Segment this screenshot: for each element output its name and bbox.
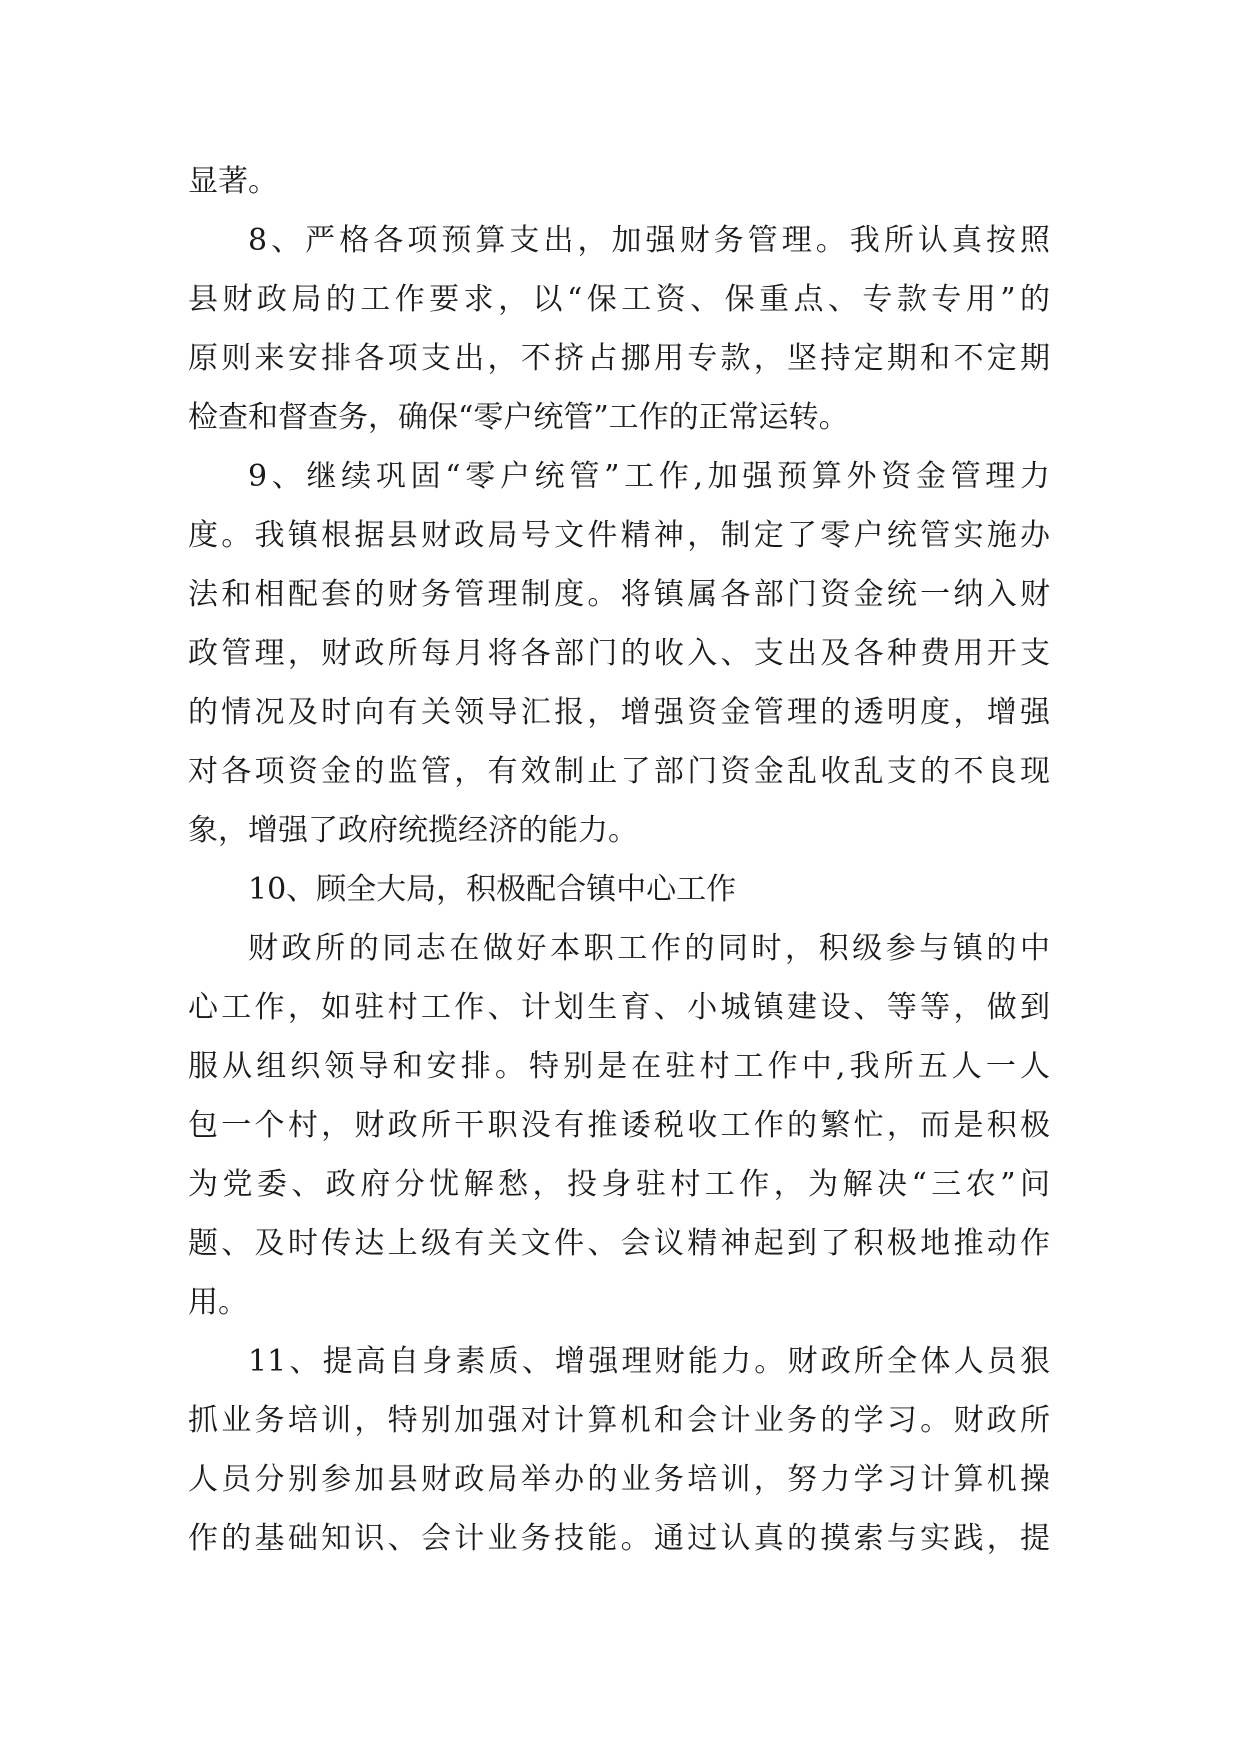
text-line: 政管理，财政所每月将各部门的收入、支出及各种费用开支 [188, 636, 1050, 671]
text-line: 题、及时传达上级有关文件、会议精神起到了积极地推动作 [188, 1226, 1050, 1261]
paragraph-item-8 [188, 211, 1050, 447]
text-line: 8、严格各项预算支出，加强财务管理。我所认真按照 [248, 223, 1050, 258]
text-line: 县财政局的工作要求，以“保工资、保重点、专款专用”的 [188, 282, 1050, 317]
text-line: 服从组织领导和安排。特别是在驻村工作中,我所五人一人 [188, 1049, 1050, 1084]
text-line: 的情况及时向有关领导汇报，增强资金管理的透明度，增强 [188, 695, 1050, 730]
text-line: 10、顾全大局，积极配合镇中心工作 [248, 872, 737, 907]
text-line: 检查和督查务，确保“零户统管”工作的正常运转。 [188, 400, 849, 435]
paragraph-item-9 [188, 447, 1050, 860]
text-line: 对各项资金的监管，有效制止了部门资金乱收乱支的不良现 [188, 754, 1050, 789]
text-line: 9、继续巩固“零户统管”工作,加强预算外资金管理力 [248, 459, 1050, 494]
text-line: 11、提高自身素质、增强理财能力。财政所全体人员狠 [248, 1344, 1050, 1379]
text-line: 象，增强了政府统揽经济的能力。 [188, 813, 638, 848]
text-line: 法和相配套的财务管理制度。将镇属各部门资金统一纳入财 [188, 577, 1050, 612]
paragraph-item-10-body [188, 919, 1050, 1332]
text-line: 显著。 [188, 164, 278, 199]
paragraph-item-11 [188, 1332, 1050, 1568]
document-body [188, 152, 1050, 1568]
text-line: 包一个村，财政所干职没有推诿税收工作的繁忙，而是积极 [188, 1108, 1050, 1143]
text-line: 为党委、政府分忧解愁，投身驻村工作，为解决“三农”问 [188, 1167, 1050, 1202]
text-line: 用。 [188, 1285, 248, 1320]
text-line: 心工作，如驻村工作、计划生育、小城镇建设、等等，做到 [188, 990, 1050, 1025]
text-line: 财政所的同志在做好本职工作的同时，积级参与镇的中 [248, 931, 1050, 966]
text-line: 原则来安排各项支出，不挤占挪用专款，坚持定期和不定期 [188, 341, 1050, 376]
text-line: 作的基础知识、会计业务技能。通过认真的摸索与实践，提 [188, 1521, 1050, 1556]
text-line: 人员分别参加县财政局举办的业务培训，努力学习计算机操 [188, 1462, 1050, 1497]
paragraph-item-10-heading [188, 860, 1050, 919]
text-line: 度。我镇根据县财政局号文件精神，制定了零户统管实施办 [188, 518, 1050, 553]
text-line: 抓业务培训，特别加强对计算机和会计业务的学习。财政所 [188, 1403, 1050, 1438]
paragraph-continuation [188, 152, 1050, 211]
